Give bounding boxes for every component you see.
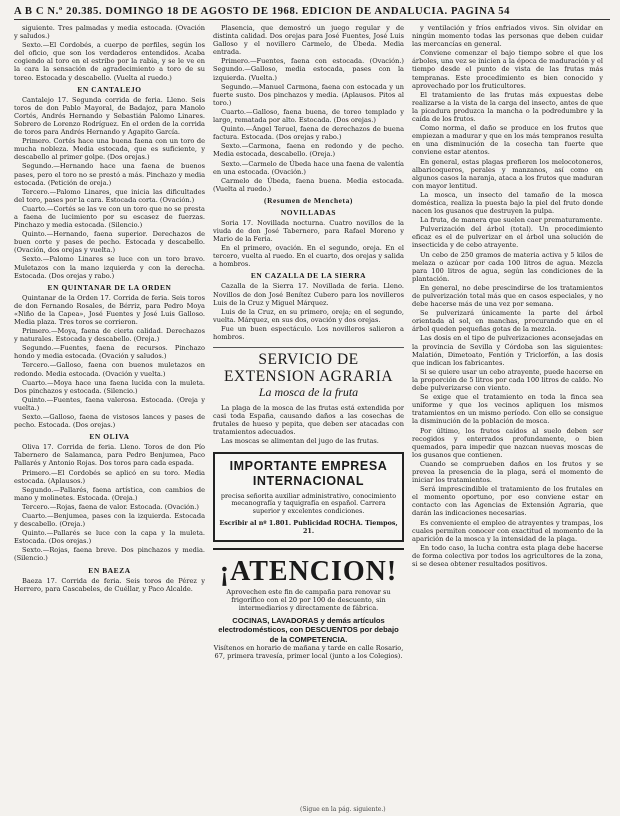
paragraph: Las moscas se alimentan del jugo de las frutas. [221, 437, 379, 446]
paragraph: Cuarto.—Benjumea, pases con la izquierda. Estocada y descabello. (Oreja.) [14, 511, 205, 529]
paragraph: Oliva 17. Corrida de feria. Lleno. Toros de don Pío Tabernero de Salamanca, para Pedro Benjumea, Paco Pallarés y Antonio Rojas. Dos toros para cada espada. [14, 443, 205, 468]
paragraph: Pulverización del árbol (total). Un procedimiento eficaz es el de pulverizar en el árbol una solución de insecticida y de cebo atrayente. [412, 225, 603, 250]
paragraph: Quinto.—Ángel Teruel, faena de derechazos de buena factura. Estocada. (Dos orejas y rabo.) [213, 125, 404, 142]
paragraph: Se exige que el tratamiento en toda la finca sea uniforme y que los vecinos apliquen los mismos tratamientos en un mismo período. Con ello se consigue la disminución de la población de mosca. [412, 393, 603, 426]
subheading: EN QUINTANAR DE LA ORDEN [47, 282, 172, 292]
subheading: NOVILLADAS [280, 207, 337, 217]
paragraph: La fruta, de manera que suelen caer prematuramente. [420, 216, 603, 225]
paragraph: Cuarto.—Galloso, faena buena, de toreo templado y largo, rematada por alto. Estocada. (Dos orejas.) [213, 107, 404, 125]
subheading: EN CAZALLA DE LA SIERRA [250, 271, 367, 281]
subheading: EN OLIVA [89, 432, 130, 442]
paragraph: Segundo.—Hernando hace una faena de buenos pases, pero el toro no se prestó a más. Pinchazo y media estocada. (Petición de oreja.) [14, 162, 205, 187]
ad-headline: ¡ATENCION! [219, 556, 398, 588]
paragraph: Sexto.—El Cordobés, a cuerpo de perfiles, según los del oficio, que son los verdaderos entendidos. Acaba cogiendo al toro en el estribo por la rabia, y se le ve en la cara la sensación de agradecimiento a toro de su toreo. Estocada y descabello. (Vuelta al ruedo.) [14, 41, 205, 82]
section-header [213, 347, 404, 400]
paragraph: Cuarto.—Moya hace una faena lucida con la muleta. Dos pinchazos y estocada. (Silencio.) [14, 378, 205, 395]
section-headline: SERVICIO DE EXTENSION AGRARIA [213, 347, 404, 385]
paragraph: Quinto.—Pallarés se luce con la capa y la muleta. Estocada. (Dos orejas.) [14, 529, 205, 546]
paragraph: Quinto.—Hernando, faena superior. Derechazos de buen corte y pases de pecho. Estocada y descabello. (Ovación, dos orejas y vuelta.) [14, 230, 205, 255]
paragraph: Por último, los frutos caídos al suelo deben ser recogidos y enterrados profundamente, o bien quemados, para impedir que nazcan nuevas moscas de los gusanos que contienen. [412, 426, 603, 459]
paragraph: Quinto.—Fuentes, faena valerosa. Estocada. (Oreja y vuelta.) [14, 395, 205, 412]
paragraph: Es conveniente el empleo de atrayentes y trampas, los cuales permiten conocer con exactitud el momento de la aparición de la mosca y la intensidad de la plaga. [412, 518, 603, 543]
paragraph: Sexto.—Palomo Linares se luce con un toro bravo. Muletazos con la mano izquierda y con la derecha. Estocada. (Dos orejas y rabo.) [14, 255, 205, 280]
paragraph: Tercero.—Galloso, faena con buenos muletazos en redondo. Media estocada. (Ovación y vuelta.) [14, 361, 205, 378]
paragraph: Primero.—Fuentes, faena con estocada. (Ovación.) Segundo.—Galloso, media estocada, pases con la izquierda. (Vuelta.) [213, 57, 404, 82]
paragraph: Un cebo de 250 gramos de materia activa y 5 kilos de melaza o azúcar por cada 100 litros de agua. Mezcla para 100 litros de agua, según las condiciones de la plantación. [412, 250, 603, 283]
paragraph: En general, no debe prescindirse de los tratamientos de pulverización total más que en casos especiales, y no debe hacerse más de una vez por semana. [412, 283, 603, 309]
paragraph: Tercero.—Rojas, faena de valor. Estocada. (Ovación.) [22, 502, 199, 511]
paragraph: La plaga de la mosca de las frutas está extendida por casi toda España, causando daños a las cosechas de frutales de hueso y pepita, que deben ser atacadas con tratamientos adecuados. [213, 404, 404, 437]
display-ad-attention [213, 548, 404, 660]
paragraph: Será imprescindible el tratamiento de los frutales en el momento oportuno, por eso conviene estar en contacto con las Agencias de Extensión Agraria, que darán las indicaciones necesarias. [412, 485, 603, 518]
paragraph: El tratamiento de las frutas más expuestas debe realizarse a la vista de la carga del insecto, antes de que la picadura produzca la mancha o la podredumbre y la caída de los frutos. [412, 90, 603, 124]
column-2 [213, 24, 404, 814]
column-3 [412, 24, 603, 814]
paragraph: Segundo.—Pallarés, faena artística, con cambios de mano y molinetes. Estocada. (Oreja.) [14, 485, 205, 502]
paragraph: Sexto.—Galloso, faena de vistosos lances y pases de pecho. Estocada. (Dos orejas.) [14, 413, 205, 430]
ad-contact: Escribir al nº 1.801. Publicidad ROCHA. Tiempos, 21. [219, 519, 398, 536]
attribution: (Resumen de Mencheta) [264, 195, 353, 205]
paragraph: Plasencia, que demostró un juego regular y de distinta calidad. Dos orejas para José Fuentes, José Luis Galloso y el novillero Carmelo, de Úbeda. Media entrada. [213, 24, 404, 57]
paragraph: Se pulverizará únicamente la parte del árbol orientada al sol, en manchas, procurando que en el árbol queden pequeñas gotas de la mezcla. [412, 309, 603, 334]
ad-body: precisa señorita auxiliar administrativo, conocimiento mecanografía y taquigrafía en español. Carrera superior y excelentes condiciones. [220, 491, 397, 516]
paragraph: Conviene comenzar el bajo tiempo sobre el que los árboles, una vez se inicien a la época de maduración y el tiempo desde el punto de vista de las frutas más tempranas. Este procedimiento es bien conocido y aprovechado por los fruticultores. [412, 49, 603, 90]
paragraph: Quintanar de la Orden 17. Corrida de feria. Seis toros de don Fernando Rosales, de Bérriz, para Pedro Moya «Niño de la Capea», José Fuentes y José Luis Galloso. Media plaza. Tres toros se corrieron. [14, 293, 205, 326]
paragraph: La mosca, un insecto del tamaño de la mosca doméstica, realiza la puesta bajo la piel del fruto donde nacen los gusanos que destruyen la pulpa. [412, 190, 603, 216]
column-1 [14, 24, 205, 814]
paragraph: siguiente. Tres palmadas y media estocada. (Ovación y saludos.) [14, 24, 205, 41]
paragraph: Sexto.—Carmona, faena en redondo y de pecho. Media estocada, descabello. (Oreja.) [213, 142, 404, 159]
subheading: EN CANTALEJO [77, 84, 142, 94]
paragraph: Sexto.—Carmelo de Úbeda hace una faena de valentía en una estocada. (Ovación.) [213, 159, 404, 176]
paragraph: En general, estas plagas prefieren los melocotoneros, albaricoqueros, perales y manzanos, así como en algunos casos la naranja, ataca a los frutos que maduran con mayor lentitud. [412, 157, 603, 190]
ad-highlight: COCINAS, LAVADORAS y demás artículos electrodomésticos, con DESCUENTOS por debajo de la COMPETENCIA. [218, 615, 399, 644]
paragraph: Baeza 17. Corrida de feria. Seis toros de Pérez y Herrero, para Cascabeles, de Cuéllar, y Paco Alcalde. [14, 576, 205, 593]
paragraph: Primero.—Moya, faena de cierta calidad. Derechazos y naturales. Estocada y descabello. (Oreja.) [14, 327, 205, 344]
paragraph: Primero. Cortés hace una buena faena con un toro de mucha nobleza. Media estocada, que es suficiente, y descabello al primer golpe. (Dos orejas.) [14, 137, 205, 162]
paragraph: y ventilación y fríos enfriados vivos. Sin olvidar en ningún momento todas las personas que deben cuidar las mercancías en general. [412, 24, 603, 49]
paragraph: Segundo.—Fuentes, faena de recursos. Pinchazo hondo y media estocada. (Ovación y saludos.) [14, 344, 205, 361]
paragraph: Cantalejo 17. Segunda corrida de feria. Lleno. Seis toros de don Pablo Mayoral, de Badajoz, para Manolo Cortés, Andrés Hernando y Sebastián Palomo Linares. Sobrero de Lorenzo Rodríguez. En el orden de la corrida de toros para Andrés Hernando y Agapito García. [14, 95, 205, 137]
paragraph: Sexto.—Rojas, faena breve. Dos pinchazos y media. (Silencio.) [14, 546, 205, 563]
paragraph: Segundo.—Manuel Carmona, faena con estocada y un fuerte susto. Dos pinchazos y media. (Aplausos. Pitos al toro.) [213, 82, 404, 107]
subheading: EN BAEZA [88, 565, 131, 575]
paragraph: Fue un buen espectáculo. Los novilleros salieron a hombros. [213, 324, 404, 341]
section-kicker: La mosca de la fruta [258, 385, 359, 400]
paragraph: Si se quiere usar un cebo atrayente, puede hacerse en la proporción de 5 litros por cada 100 litros de caldo. No debe pulverizarse con viento. [412, 367, 603, 393]
paragraph: Como norma, el daño se produce en los frutos que empiezan a madurar y que en los más tempranos resulta en una disminución de la cosecha tan fuerte que conviene estar atentos. [412, 124, 603, 157]
paragraph: Cuarto.—Cortés se las ve con un toro que no se presta a faena de lucimiento por su escasez de fuerzas. Pinchazo y media estocada. (Silencio.) [14, 204, 205, 230]
classified-ad-job [213, 452, 404, 543]
columns [14, 24, 610, 814]
ad-text: Visítenos en horario de mañana y tarde en calle Rosario, 67, primera travesía, primer local (junto a los Colegios). [213, 644, 404, 661]
page-footer: (Sigue en la pág. siguiente.) [300, 806, 386, 813]
paragraph: Cuando se comprueben daños en los frutos y se prevea la presencia de la plaga, será el momento de iniciar los tratamientos. [412, 459, 603, 485]
paragraph: Tercero.—Palomo Linares, que inicia las dificultades del toro, pases por la cara. Estocada corta. (Ovación.) [14, 187, 205, 204]
page-masthead: A B C N.º 20.385. DOMINGO 18 DE AGOSTO DE 1968. EDICION DE ANDALUCIA. PAGINA 54 [14, 6, 610, 20]
paragraph: Luis de la Cruz, en su primero, oreja; en el segundo, vuelta. Márquez, en sus dos, ovación y dos orejas. [213, 307, 404, 324]
paragraph: En todo caso, la lucha contra esta plaga debe hacerse de forma colectiva por todos los agricultores de la zona, si se desea obtener resultados positivos. [412, 543, 603, 568]
paragraph: Cazalla de la Sierra 17. Novillada de feria. Lleno. Novillos de don José Benítez Cubero para los novilleros Luis de la Cruz y Miguel Márquez. [213, 282, 404, 307]
ad-title: IMPORTANTE EMPRESA INTERNACIONAL [229, 458, 388, 488]
paragraph: Carmelo de Úbeda, faena buena. Media estocada. (Vuelta al ruedo.) [213, 176, 404, 193]
paragraph: Primero.—El Cordobés se aplicó en su toro. Media estocada. (Aplausos.) [14, 468, 205, 485]
paragraph: Soria 17. Novillada nocturna. Cuatro novillos de la viuda de don José Tabernero, para Rafael Moreno y Mario de la Feria. [213, 218, 404, 244]
paragraph: Las dosis en el tipo de pulverizaciones aconsejadas en la provincia de Sevilla y Córdoba son las siguientes: Malatión, Dimetoato, Fentión y Triclorfón, a las dosis que indican los fabricantes. [412, 334, 603, 367]
ad-text: Aprovechen este fin de campaña para renovar su frigorífico con el 20 por 100 de descuento, sin intermediarios y directamente de fábrica. [226, 588, 391, 613]
paragraph: En el primero, ovación. En el segundo, oreja. En el tercero, vuelta al ruedo. En el cuarto, dos orejas y salida a hombros. [213, 244, 404, 269]
